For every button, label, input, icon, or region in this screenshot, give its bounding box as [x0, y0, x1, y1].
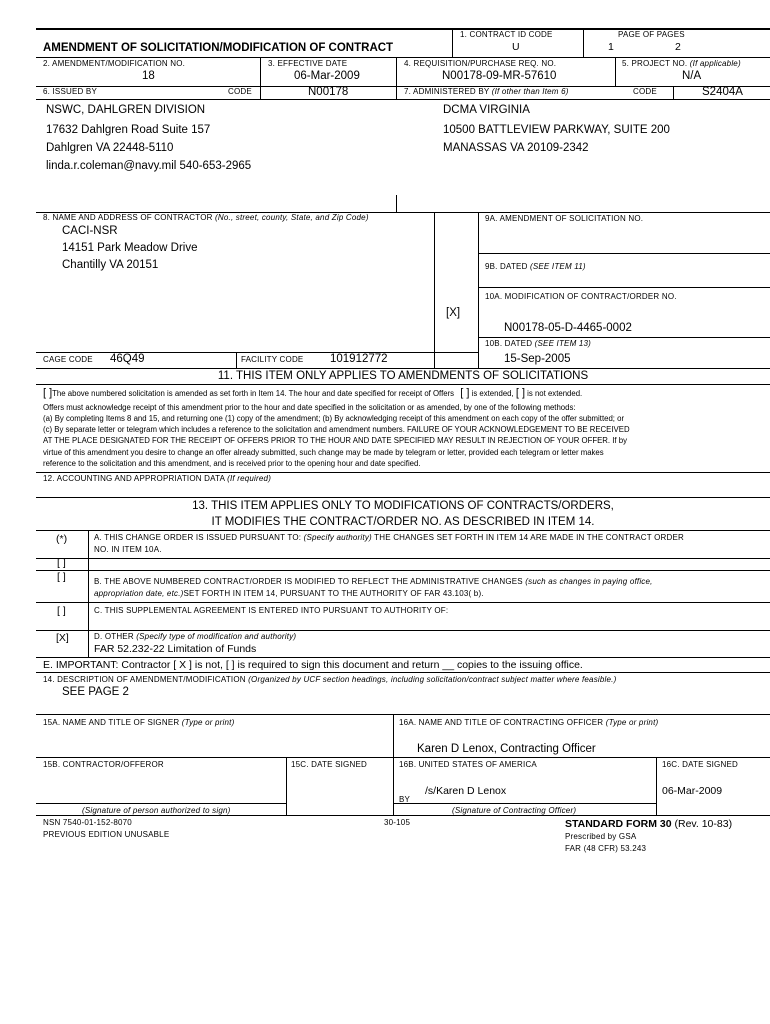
- rule-13b: [36, 602, 770, 603]
- project-value[interactable]: N/A: [682, 70, 702, 82]
- item-13c-text: C. THIS SUPPLEMENTAL AGREEMENT IS ENTERED INTO PURSUANT TO AUTHORITY OF:: [94, 606, 449, 615]
- vrule-16b-16c: [656, 757, 657, 815]
- pages-value: 2: [675, 41, 681, 53]
- item-11-line-1: [ ]The above numbered solicitation is amended as set forth in Item 14. The hour and date specified for receipt of Offers [ ] is extended, [ ] is not extended.: [43, 387, 583, 399]
- item-11-line-4: (c) By separate letter or telegram which includes a reference to the solicitation and amendment numbers. FAILURE OF YOUR ACKNOWLEDGEMENT TO BE RECEIVED: [43, 425, 630, 434]
- item-10b-value[interactable]: 15-Sep-2005: [504, 353, 571, 365]
- vrule-8-9: [478, 212, 479, 368]
- rule-13blank: [36, 570, 770, 571]
- item-16a-label: 16A. NAME AND TITLE OF CONTRACTING OFFICER (Type or print): [399, 718, 659, 727]
- admin-line-3: MANASSAS VA 20109-2342: [443, 142, 589, 154]
- vrule-4-5: [615, 57, 616, 86]
- item-11-line-2: Offers must acknowledge receipt of this amendment prior to the hour and date specified in the solicitation or as amended, by one of the following methods:: [43, 403, 576, 412]
- sig-line-15: [36, 803, 286, 804]
- rule-row6-bottom: [36, 99, 770, 100]
- item-13c-checkbox[interactable]: [ ]: [57, 605, 66, 617]
- vrule-title: [452, 28, 453, 57]
- requisition-value[interactable]: N00178-09-MR-57610: [442, 70, 557, 82]
- item-11-title: 11. THIS ITEM ONLY APPLIES TO AMENDMENTS OF SOLICITATIONS: [217, 370, 589, 382]
- effective-label: 3. EFFECTIVE DATE: [268, 59, 348, 68]
- item-13d-text: D. OTHER (Specify type of modification and authority): [94, 632, 297, 641]
- rule-10a: [478, 337, 770, 338]
- item-13b-checkbox[interactable]: [ ]: [57, 571, 66, 583]
- vrule-13-check: [88, 530, 89, 657]
- rule-13d: [36, 657, 770, 658]
- important-line: E. IMPORTANT: Contractor [ X ] is not, [ ] is required to sign this document and return __ copies to the issuing office.: [43, 659, 583, 671]
- form-code: 30-105: [384, 818, 411, 827]
- item-15a-label: 15A. NAME AND TITLE OF SIGNER (Type or print): [43, 718, 235, 727]
- item-13a-text-2: NO. IN ITEM 10A.: [94, 545, 162, 554]
- extended-checkbox[interactable]: [ ]: [460, 387, 470, 399]
- facility-code-value[interactable]: 101912772: [330, 353, 388, 365]
- item-11-line-6: virtue of this amendment you desire to change an offer already submitted, such change may be made by telegram or letter, provided each telegram or letter makes: [43, 448, 604, 457]
- not-extended-checkbox[interactable]: [ ]: [515, 387, 525, 399]
- item-13-blank-checkbox[interactable]: [ ]: [57, 557, 66, 569]
- rule-13c: [36, 630, 770, 631]
- admin-line-1: DCMA VIRGINIA: [443, 104, 530, 116]
- item-13a-checkbox[interactable]: (*): [56, 533, 68, 545]
- requisition-label: 4. REQUISITION/PURCHASE REQ. NO.: [404, 59, 557, 68]
- page-label: PAGE OF PAGES: [618, 30, 685, 39]
- contractor-line-3: Chantilly VA 20151: [62, 259, 159, 271]
- item-15c-label: 15C. DATE SIGNED: [291, 760, 367, 769]
- item-16b-label: 16B. UNITED STATES OF AMERICA: [399, 760, 537, 769]
- rule-item13-title: [36, 530, 770, 531]
- item-11-line-5: AT THE PLACE DESIGNATED FOR THE RECEIPT OF OFFERS PRIOR TO THE HOUR AND DATE SPECIFIED MAY RESULT IN REJECTION OF YOUR OFFER. If by: [43, 436, 627, 445]
- item-11-line-3: (a) By completing Items 8 and 15, and returning one (1) copy of the amendment; (b) By acknowledging receipt of this amendment on each copy of the offer submitted; or: [43, 414, 625, 423]
- item-16c-value: 06-Mar-2009: [662, 785, 723, 797]
- item-11-checkbox[interactable]: [ ]: [43, 387, 53, 399]
- item-13b-text-2: appropriation date, etc.)SET FORTH IN ITEM 14, PURSUANT TO THE AUTHORITY OF FAR 43.103( b).: [94, 589, 484, 598]
- item-14-label: 14. DESCRIPTION OF AMENDMENT/MODIFICATION (Organized by UCF section headings, including solicitation/contract subject matter where feasible.): [43, 675, 617, 684]
- rule-itemE: [36, 672, 770, 673]
- item-13-title-2: IT MODIFIES THE CONTRACT/ORDER NO. AS DESCRIBED IN ITEM 14.: [211, 516, 595, 528]
- admin-code-value[interactable]: S2404A: [702, 86, 743, 98]
- cage-code-label: CAGE CODE: [43, 355, 93, 364]
- rule-item11: [36, 368, 770, 369]
- page-value: 1: [608, 41, 614, 53]
- signer-note-15: (Signature of person authorized to sign): [82, 806, 231, 815]
- prescribed-by: Prescribed by GSA: [565, 832, 637, 841]
- item-9b-label: 9B. DATED (SEE ITEM 11): [485, 262, 586, 271]
- item-13d-checkbox[interactable]: [X]: [56, 632, 69, 644]
- contractor-line-1: CACI-NSR: [62, 225, 118, 237]
- contract-id-value[interactable]: U: [512, 41, 520, 53]
- item-10a-label: 10A. MODIFICATION OF CONTRACT/ORDER NO.: [485, 292, 677, 301]
- effective-value[interactable]: 06-Mar-2009: [294, 70, 360, 82]
- admin-line-2: 10500 BATTLEVIEW PARKWAY, SUITE 200: [443, 124, 670, 136]
- contractor-label: 8. NAME AND ADDRESS OF CONTRACTOR (No., street, county, State, and Zip Code): [43, 213, 369, 222]
- item-13d-value[interactable]: FAR 52.232-22 Limitation of Funds: [94, 643, 257, 655]
- rule-9a: [478, 253, 770, 254]
- administered-by-label: 7. ADMINISTERED BY (If other than Item 6): [404, 87, 569, 96]
- nsn: NSN 7540-01-152-8070: [43, 818, 132, 827]
- rule-item14: [36, 714, 770, 715]
- vrule-2-3: [260, 57, 261, 99]
- item-13a-text: A. THIS CHANGE ORDER IS ISSUED PURSUANT TO: (Specify authority) THE CHANGES SET FORTH IN ITEM 14 ARE MADE IN THE CONTRACT ORDER: [94, 533, 684, 542]
- vrule-10-check: [434, 212, 435, 368]
- vrule-3-4: [396, 57, 397, 99]
- item-10b-label: 10B. DATED (SEE ITEM 13): [485, 339, 592, 348]
- form-title: AMENDMENT OF SOLICITATION/MODIFICATION OF CONTRACT: [43, 42, 394, 54]
- rule-title-bottom: [36, 57, 770, 58]
- issuer-line-2: 17632 Dahlgren Road Suite 157: [46, 124, 211, 136]
- vrule-code7: [673, 86, 674, 99]
- issuer-line-3: Dahlgren VA 22448-5110: [46, 142, 174, 154]
- contracting-officer-signature: /s/Karen D Lenox: [425, 785, 507, 797]
- issuer-line-1: NSWC, DAHLGREN DIVISION: [46, 104, 206, 116]
- rule-item12: [36, 472, 770, 473]
- amendment-value[interactable]: 18: [142, 70, 155, 82]
- rule-15b: [36, 815, 770, 816]
- vrule-page: [583, 28, 584, 57]
- admin-code-label: CODE: [633, 87, 657, 96]
- vrule-15b-15c: [286, 757, 287, 815]
- previous-edition: PREVIOUS EDITION UNUSABLE: [43, 830, 170, 839]
- vrule-6-7-bottom: [396, 195, 397, 212]
- contractor-line-2: 14151 Park Meadow Drive: [62, 242, 198, 254]
- item-13-title-1: 13. THIS ITEM APPLIES ONLY TO MODIFICATIONS OF CONTRACTS/ORDERS,: [192, 500, 614, 512]
- issuer-line-4: linda.r.coleman@navy.mil 540-653-2965: [46, 160, 252, 172]
- sig-line-16: [393, 803, 656, 804]
- project-label: 5. PROJECT NO. (If applicable): [622, 59, 741, 68]
- item-16c-label: 16C. DATE SIGNED: [662, 760, 738, 769]
- issued-by-label: 6. ISSUED BY: [43, 87, 97, 96]
- item-12-label: 12. ACCOUNTING AND APPROPRIATION DATA (If required): [43, 474, 272, 483]
- rule-9b: [478, 287, 770, 288]
- vrule-15a-16a: [393, 714, 394, 815]
- item-11-line-7: reference to the solicitation and this amendment, and is received prior to the opening hour and date specified.: [43, 459, 421, 468]
- item-15b-label: 15B. CONTRACTOR/OFFEROR: [43, 760, 164, 769]
- item-16a-value: Karen D Lenox, Contracting Officer: [417, 743, 596, 755]
- issued-code-label: CODE: [228, 87, 252, 96]
- facility-code-label: FACILITY CODE: [241, 355, 304, 364]
- rule-item13-top: [36, 497, 770, 498]
- item-13b-text: B. THE ABOVE NUMBERED CONTRACT/ORDER IS MODIFIED TO REFLECT THE ADMINISTRATIVE CHANGES (such as changes in paying office,: [94, 577, 653, 586]
- form-name: STANDARD FORM 30 (Rev. 10-83): [565, 818, 733, 830]
- issued-code-value[interactable]: N00178: [308, 86, 349, 98]
- rule-row2-bottom: [36, 86, 770, 87]
- far-reference: FAR (48 CFR) 53.243: [565, 844, 647, 853]
- rule-item11-title: [36, 384, 770, 385]
- item-10-checkbox[interactable]: [X]: [446, 307, 461, 319]
- rule-cage: [36, 352, 478, 353]
- rule-13a: [36, 558, 770, 559]
- item-14-value: SEE PAGE 2: [62, 686, 129, 698]
- contract-id-label: 1. CONTRACT ID CODE: [460, 30, 553, 39]
- signer-note-16: (Signature of Contracting Officer): [452, 806, 577, 815]
- cage-code-value[interactable]: 46Q49: [110, 353, 145, 365]
- rule-15a: [36, 757, 770, 758]
- vrule-facility: [236, 352, 237, 368]
- by-label: BY: [399, 795, 411, 804]
- item-10a-value[interactable]: N00178-05-D-4465-0002: [504, 322, 632, 334]
- item-9a-label: 9A. AMENDMENT OF SOLICITATION NO.: [485, 214, 644, 223]
- amendment-label: 2. AMENDMENT/MODIFICATION NO.: [43, 59, 186, 68]
